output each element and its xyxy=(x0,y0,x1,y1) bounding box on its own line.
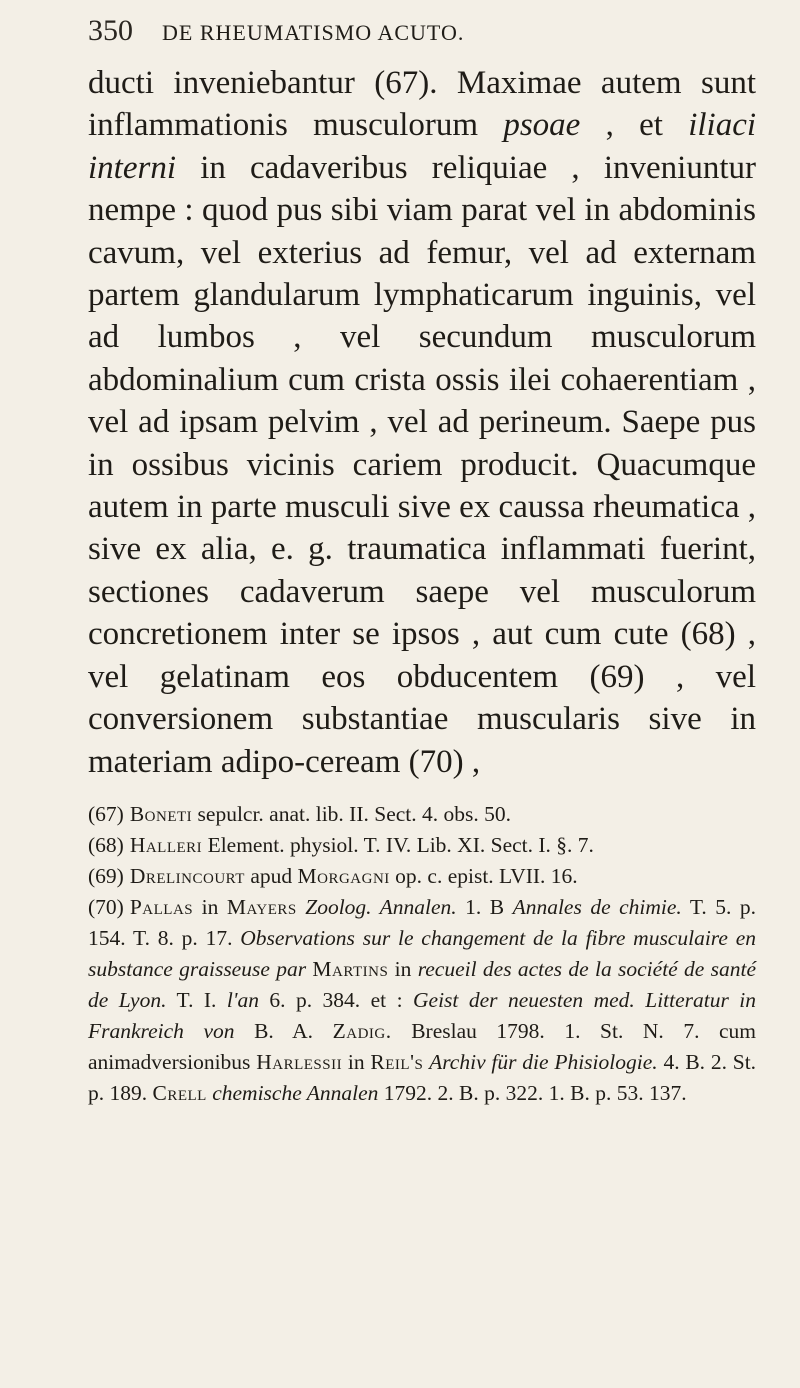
footnote-70 xyxy=(88,892,756,1109)
footnote-text: in xyxy=(201,894,219,919)
body-italic-iliaci: iliaci interni xyxy=(88,107,757,186)
footnote-text: 6. p. 384. et : xyxy=(269,987,403,1012)
footnote-mark: (68) xyxy=(88,832,124,857)
footnote-author: Pallas xyxy=(129,894,194,919)
footnote-italic: Zoolog. Annalen. xyxy=(305,894,457,919)
footnote-69 xyxy=(88,861,756,892)
footnote-67 xyxy=(88,799,756,830)
body-text-2: , et xyxy=(605,107,663,144)
footnote-text: in xyxy=(394,956,412,981)
footnote-text: 1. B xyxy=(465,894,505,919)
footnote-mark: (70) xyxy=(88,894,124,919)
footnote-text: T. 5. p. 154. T. 8. p. 17. xyxy=(88,894,756,950)
page-number: 350 xyxy=(88,14,133,47)
footnote-text: 1792. 2. B. p. 322. 1. B. p. 53. 137. xyxy=(383,1080,687,1105)
footnote-text: op. c. epist. LVII. 16. xyxy=(395,863,578,888)
footnotes xyxy=(88,799,756,1109)
footnote-author: Crell xyxy=(152,1080,207,1105)
footnote-text: B. A. xyxy=(254,1018,314,1043)
footnote-text: Breslau 1798. 1. St. N. 7. cum animadversionibus xyxy=(88,1018,757,1074)
footnote-author: Morgagni xyxy=(297,863,390,888)
footnote-author: Reil's xyxy=(370,1049,424,1074)
footnote-text: in xyxy=(347,1049,365,1074)
footnote-italic: recueil des actes de la société de santé de Lyon. xyxy=(88,956,757,1012)
footnote-author: Halleri xyxy=(129,832,203,857)
footnote-author: Drelincourt xyxy=(129,863,245,888)
footnote-text: apud xyxy=(250,863,293,888)
footnote-italic: Observations sur le changement de la fibre musculaire en substance graisseuse par xyxy=(88,925,756,981)
footnote-author: Boneti xyxy=(129,801,193,826)
footnote-italic: Annales de chimie. xyxy=(512,894,682,919)
main-paragraph xyxy=(88,62,756,783)
footnote-text: Element. physiol. T. IV. Lib. XI. Sect. I. §. 7. xyxy=(207,832,594,857)
footnote-68 xyxy=(88,830,756,861)
footnote-author: Zadig. xyxy=(332,1018,392,1043)
running-title: DE RHEUMATISMO ACUTO. xyxy=(162,20,465,45)
footnote-author: Harlessii xyxy=(256,1049,343,1074)
footnote-italic: Archiv für die Phisiologie. xyxy=(429,1049,658,1074)
footnote-text: sepulcr. anat. lib. II. Sect. 4. obs. 50. xyxy=(197,801,512,826)
footnote-author: Martins xyxy=(312,956,389,981)
footnote-italic: l'an xyxy=(226,987,259,1012)
body-text-3: in cadaveribus reliquiae , inveniuntur nempe : quod pus sibi viam parat vel in abdominis cavum, vel exterius ad femur, vel ad externam partem glandularum lymphaticarum inguinis, vel ad lumbos , vel secundum musculorum abdominalium cum crista ossis ilei cohaerentiam , vel ad ipsam pelvim , vel ad perineum. Saepe pus in ossibus vicinis cariem producit. Quacumque autem in parte musculi sive ex caussa rheumatica , sive ex alia, e. g. traumatica inflammati fuerint, sectiones cadaverum saepe vel musculorum concretionem inter se ipsos , aut cum cute (68) , vel gelatinam eos obducentem (69) , vel conversionem substantiae muscularis sive in materiam adipo-ceream (70) , xyxy=(88,149,757,780)
footnote-mark: (69) xyxy=(88,863,124,888)
footnote-italic: Geist der neuesten med. Litteratur in Frankreich von xyxy=(88,987,757,1043)
footnote-text: 4. B. 2. St. p. 189. xyxy=(88,1049,757,1105)
footnote-author: Mayers xyxy=(226,894,297,919)
body-text-1: ducti inveniebantur (67). Maximae autem sunt inflammationis musculorum xyxy=(88,65,756,144)
running-head xyxy=(88,14,756,58)
footnote-mark: (67) xyxy=(88,801,124,826)
footnote-text: T. I. xyxy=(176,987,217,1012)
body-italic-psoae: psoae xyxy=(503,107,581,144)
footnote-italic: chemische Annalen xyxy=(212,1080,379,1105)
